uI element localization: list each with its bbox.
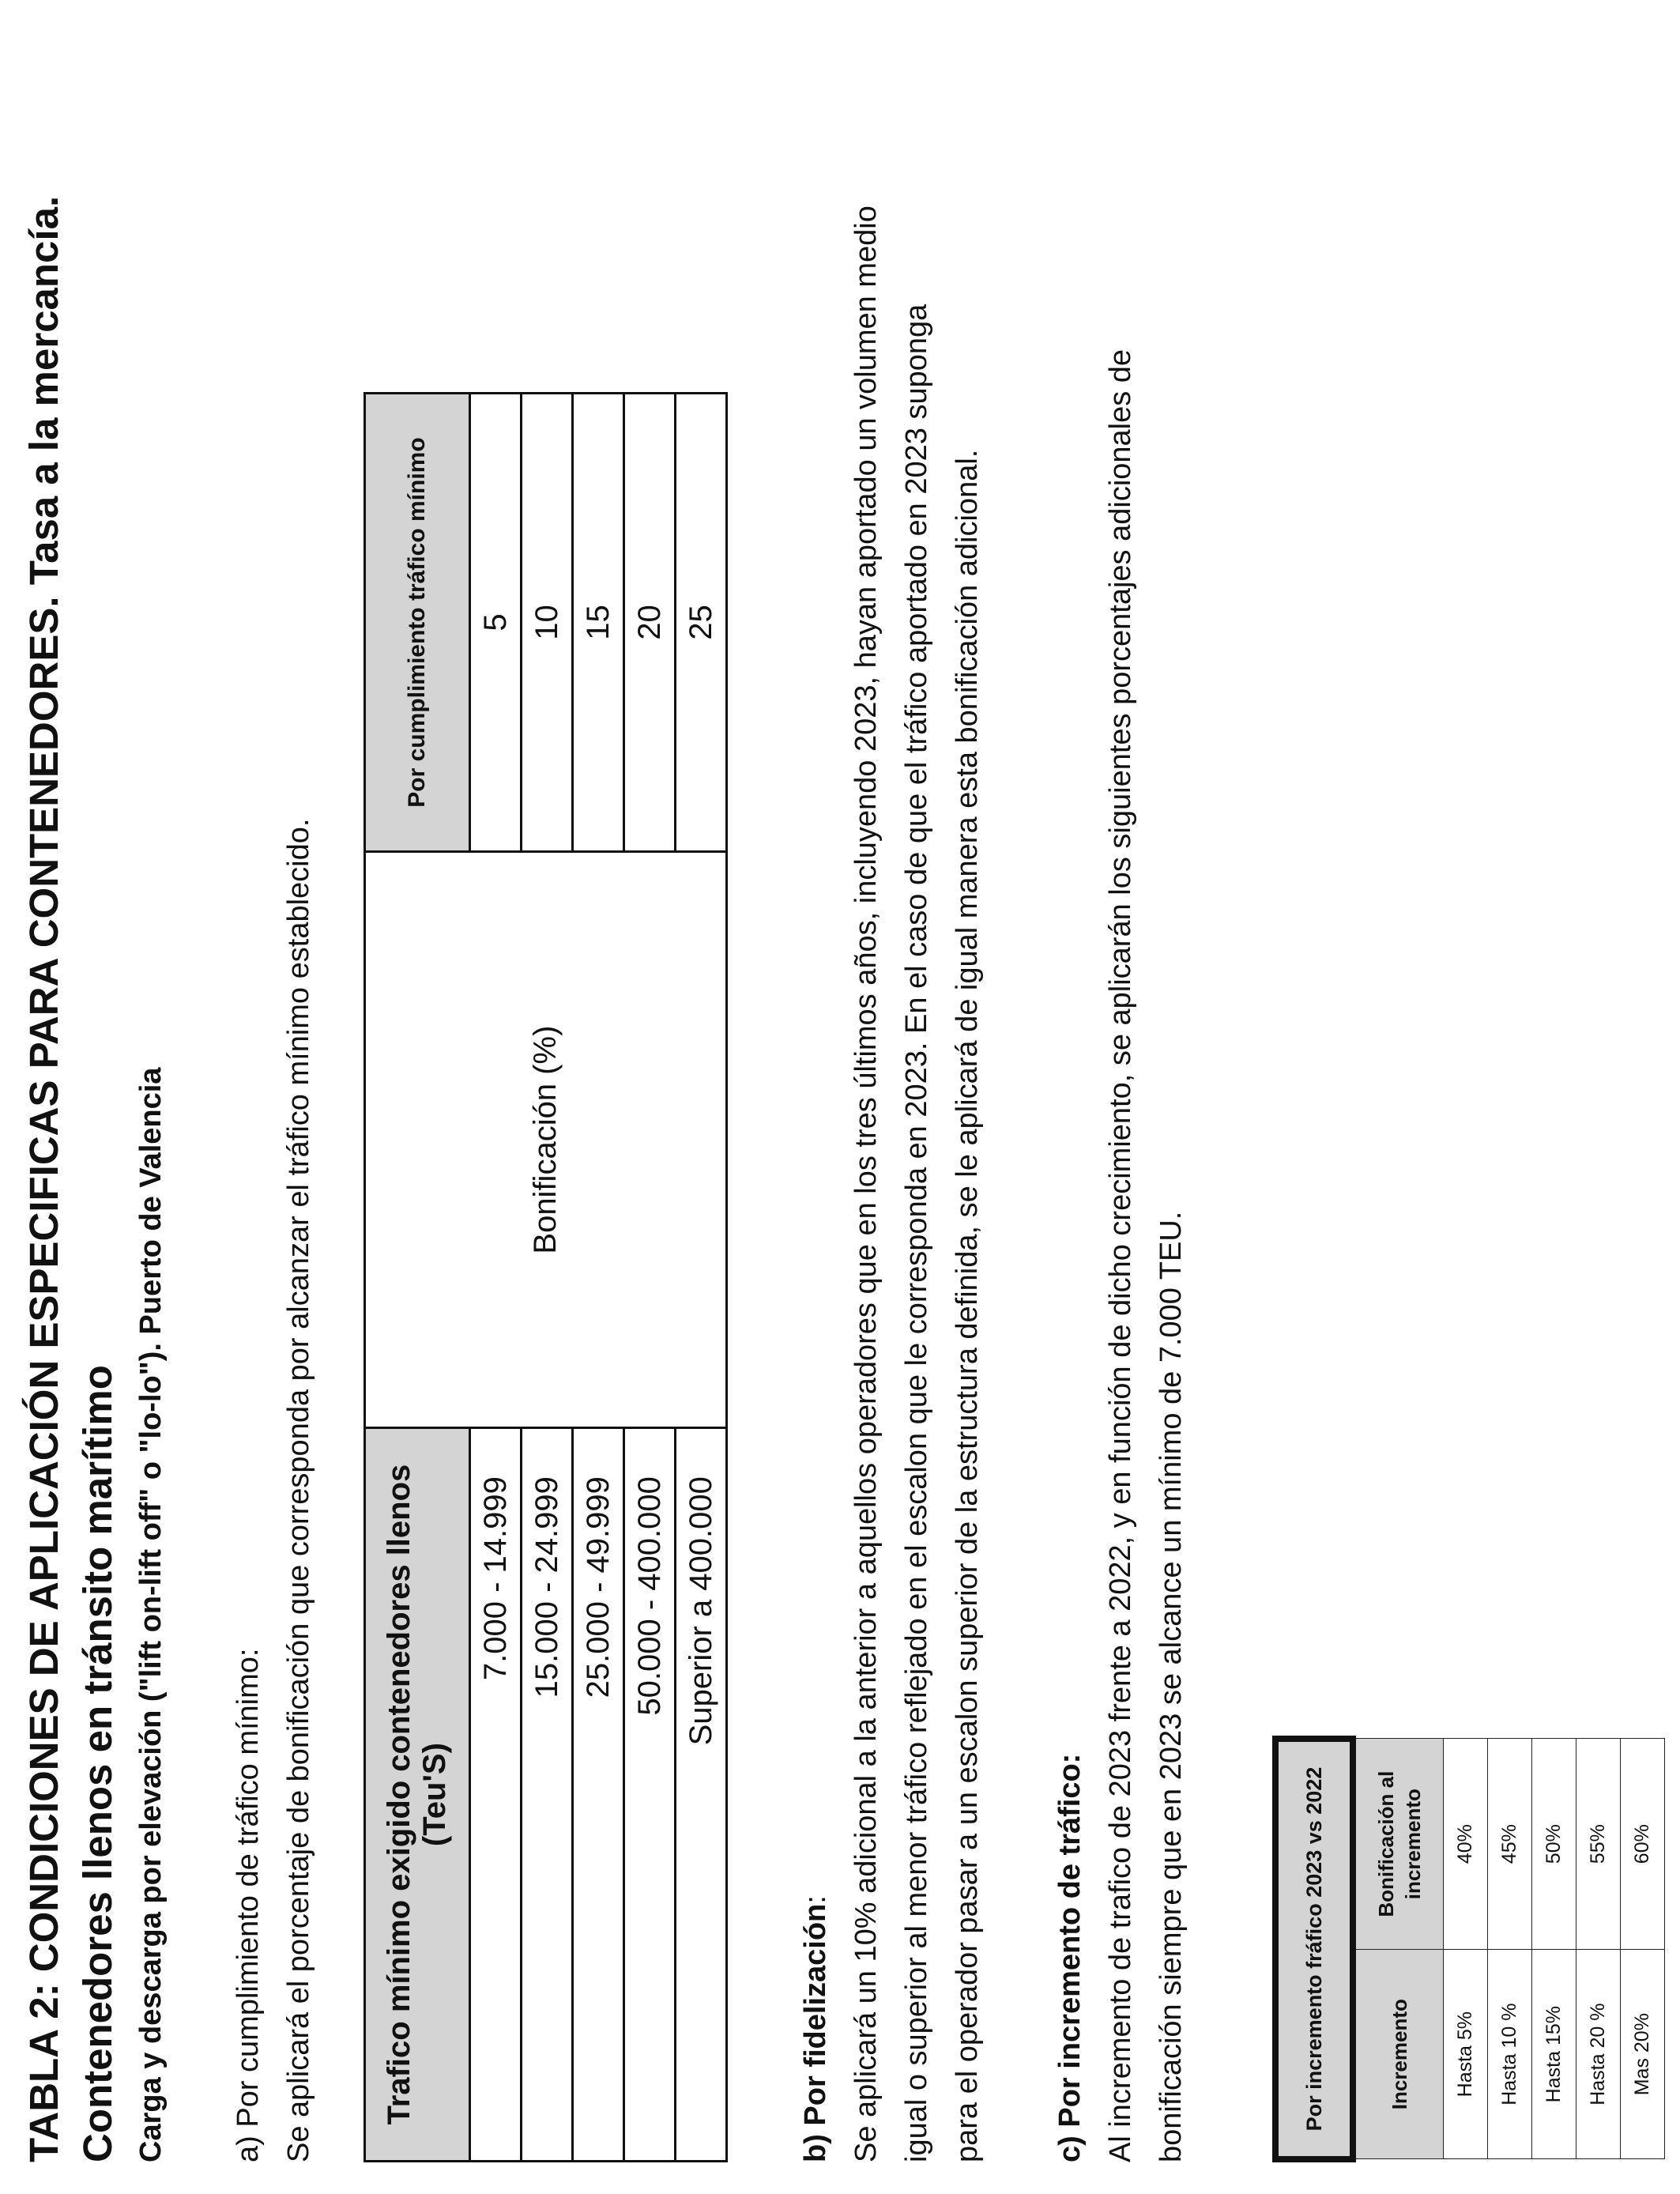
traffic-increase-table bbox=[1272, 1736, 1665, 2162]
table2-increment: Hasta 15% bbox=[1532, 1949, 1576, 2159]
table1-value: 5 bbox=[470, 394, 522, 852]
table2-header-bonus: Bonificación al incremento bbox=[1353, 1739, 1444, 1949]
section-b-heading: b) Por fidelización bbox=[799, 1903, 832, 2162]
document-subtitle: Carga y descarga por elevación ("lift on-lift off" o "lo-lo"). Puerto de Valencia bbox=[134, 1067, 168, 2162]
section-c-heading: c) Por incremento de tráfico: bbox=[1053, 1753, 1087, 2162]
table1-value: 20 bbox=[624, 394, 676, 852]
table2-increment: Mas 20% bbox=[1621, 1949, 1665, 2159]
section-b-line-3: para el operador pasar a un escalon superior de la estructura definida, se le aplicará de igual manera esta bonificación adicional. bbox=[951, 449, 984, 2162]
table2-bonus: 60% bbox=[1621, 1739, 1665, 1949]
table-row bbox=[1532, 1739, 1576, 2159]
section-b-colon: : bbox=[799, 1895, 832, 1904]
table-row bbox=[1576, 1739, 1621, 2159]
section-c-heading-line bbox=[1045, 1754, 1095, 2162]
section-b-line-1: Se aplicará un 10% adicional a la anterior a aquellos operadores que en los tres últimos años, incluyendo 2023, hayan aportado un volumen medio bbox=[849, 205, 883, 2162]
table2-increment: Hasta 20 % bbox=[1576, 1949, 1621, 2159]
table1-value: 15 bbox=[573, 394, 624, 852]
table1-range: 15.000 - 24.999 bbox=[522, 1428, 573, 2162]
table1-header-compliance: Por cumplimiento tráfico mínimo bbox=[365, 394, 470, 852]
table1-range: 7.000 - 14.999 bbox=[470, 1428, 522, 2162]
table2-bonus: 50% bbox=[1532, 1739, 1576, 1949]
table1-bonus-label: Bonificación (%) bbox=[365, 852, 727, 1428]
table2-title: Por incremento fráfico 2023 vs 2022 bbox=[1275, 1739, 1353, 2159]
table-row bbox=[1444, 1739, 1488, 2159]
section-b-line-2: igual o superior al menor tráfico reflejado en el escalon que le corresponda en 2023. En el caso de que el tráfico aportado en 2023 suponga bbox=[900, 303, 933, 2162]
table1-range: Superior a 400.000 bbox=[676, 1428, 727, 2162]
table1-value: 10 bbox=[522, 394, 573, 852]
table1-range: 25.000 - 49.999 bbox=[573, 1428, 624, 2162]
table2-bonus: 40% bbox=[1444, 1739, 1488, 1949]
section-a-heading: a) Por cumplimiento de tráfico mínimo: bbox=[232, 1648, 265, 2162]
table2-increment: Hasta 10 % bbox=[1488, 1949, 1532, 2159]
table2-bonus: 45% bbox=[1488, 1739, 1532, 1949]
table1-value: 25 bbox=[676, 394, 727, 852]
section-c-line-2: bonificación siempre que en 2023 se alcance un mínimo de 7.000 TEU. bbox=[1155, 1211, 1188, 2162]
minimum-traffic-table bbox=[363, 392, 728, 2162]
table2-increment: Hasta 5% bbox=[1444, 1949, 1488, 2159]
section-c-line-1: Al incremento de trafico de 2023 frente a 2022, y en función de dicho crecimiento, se aplicarán los siguientes porcentajes adicionales de bbox=[1104, 349, 1137, 2162]
section-a-text: Se aplicará el porcentaje de bonificación que corresponda por alcanzar el tráfico mínimo establecido. bbox=[282, 818, 315, 2162]
table1-range: 50.000 - 400.000 bbox=[624, 1428, 676, 2162]
table2-bonus: 55% bbox=[1576, 1739, 1621, 1949]
table2-header-increment: Incremento bbox=[1353, 1949, 1444, 2159]
table-row bbox=[1488, 1739, 1532, 2159]
document-title: TABLA 2: CONDICIONES DE APLICACIÓN ESPECIFICAS PARA CONTENEDORES. Tasa a la mercancía. Contenedores llenos en tránsito marítimo bbox=[21, 195, 120, 2162]
table-row bbox=[1621, 1739, 1665, 2159]
section-b-heading-line bbox=[790, 1895, 841, 2162]
table1-header-traffic: Trafico mínimo exigido contenedores llenos (Teu'S) bbox=[365, 1428, 470, 2162]
